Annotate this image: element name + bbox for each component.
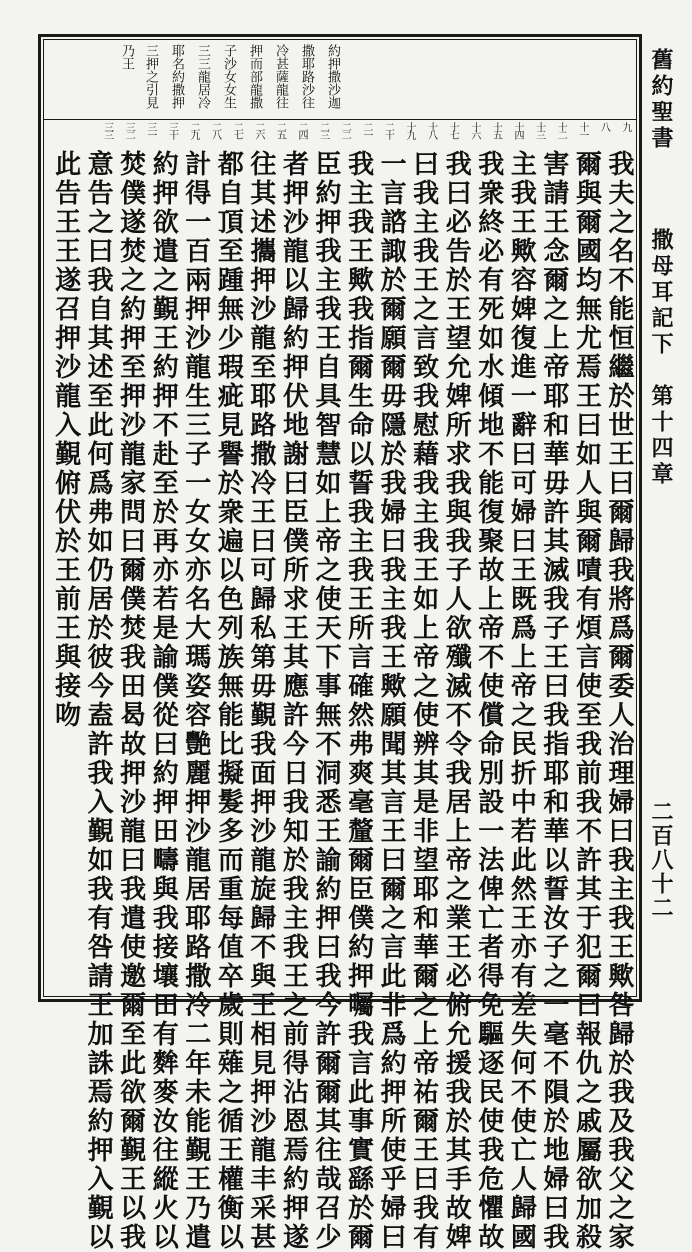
verse-number: 十四	[512, 122, 523, 138]
verse-number: 三一	[144, 122, 156, 138]
text-column: 我衆終必有死如水傾地不能復聚故上帝不使償命別設一法俾亡者得免驅逐民使我危懼故	[473, 150, 504, 1252]
verse-number: 二四	[296, 122, 307, 138]
note-line: 子沙女女生	[221, 44, 236, 109]
notes-area	[120, 42, 360, 118]
text-column: 焚僕遂焚之約押至押沙龍家問曰爾僕焚我田曷故押沙龍曰我遣使邀爾至此欲爾覲王以我	[115, 150, 146, 1252]
note-line: 耶名約撒押	[169, 44, 184, 109]
chapter-title: 撒母耳記下 第十四章	[648, 228, 674, 488]
note-line: 三三龍居冷	[195, 44, 210, 109]
verse-number: 十八	[425, 122, 437, 138]
page-number: 二百八十二	[648, 800, 674, 920]
text-column: 爾與爾國均無尤焉王曰如人與爾嘖有煩言使至我前我不許其于犯爾曰報仇之戚屬欲加殺	[571, 150, 602, 1252]
text-column: 我夫之名不能恒繼於世王曰爾歸我將爲爾委人治理婦曰我主我王歟咎歸於我及我父之家	[604, 150, 634, 1252]
verse-number: 三二	[123, 122, 135, 138]
verse-number: 二八	[209, 122, 221, 138]
body-text	[48, 150, 634, 1252]
text-column: 往其述攜押沙龍至耶路撒冷王曰可歸私第毋覲我面押沙龍旋歸不與王相見押沙龍丰采甚	[245, 150, 276, 1252]
text-column: 害請王念爾之上帝耶和華毋許其滅我子王曰我指耶和華以誓汝子之一毫不隕於地婦曰我	[538, 150, 569, 1252]
header-rule	[43, 119, 637, 120]
note-line: 冷甚薩龍往	[273, 44, 288, 109]
verse-number: 十五	[490, 122, 502, 138]
note-line: 撒耶路沙往	[299, 44, 314, 109]
verse-number-strip	[90, 122, 630, 146]
verse-number: 二二	[339, 122, 351, 138]
verse-number: 八	[598, 122, 610, 130]
verse-number: 十六	[468, 122, 480, 138]
text-column: 主我王歟容婢復進一辭曰可婦曰王既爲上帝之民折中若此然王亦有差失何不使亡人歸國	[506, 150, 537, 1252]
verse-number: 二七	[231, 122, 243, 138]
note-line: 押而部龍撒	[247, 44, 262, 109]
verse-number: 九	[620, 122, 631, 130]
verse-number: 三十	[166, 122, 178, 138]
text-column: 一言諮諏於爾願爾毋隱於我婦曰我主我王歟願聞其言王曰爾之言此非爲約押所使乎婦曰	[376, 150, 407, 1252]
text-column: 都自頂至踵無少瑕疵見譽於衆遍以色列族無能比擬髮多而重每值卒歲則薙之循王權衡以	[213, 150, 244, 1252]
verse-number: 二六	[252, 122, 264, 138]
note-line: 乃王	[119, 44, 134, 70]
verse-number: 十一	[576, 122, 588, 138]
verse-number: 十七	[447, 122, 459, 138]
verse-number: 二十	[382, 122, 394, 138]
text-column: 此告王王遂召押沙龍入覲俯伏於王前王與接吻	[50, 150, 81, 730]
verse-number: 三三	[101, 122, 113, 138]
note-line: 三押之引見	[143, 44, 158, 109]
verse-number: 二一	[360, 122, 372, 138]
text-column: 曰我主我王之言致我慰藉我主我王如上帝之使辨其是非望耶和華爾之上帝祐爾王曰我有	[408, 150, 439, 1252]
verse-number: 二三	[317, 122, 329, 138]
text-column: 約押欲遣之覲王約押不赴至於再亦若是諭僕從曰約押田疇與我接壤田有麰麥汝往縱火以	[148, 150, 179, 1252]
note-line: 約押撒沙迦	[325, 44, 340, 109]
text-column: 意告之曰我自其述至此何爲弗如仍居於彼今盍許我入覲如我有咎請王加誅焉約押入覲以	[83, 150, 114, 1252]
verse-number: 二五	[274, 122, 286, 138]
text-column: 計得一百兩押沙龍生三子一女女亦名大瑪姿容艷麗押沙龍居耶路撒冷二年未能覲王乃遣	[180, 150, 211, 1252]
verse-number: 十二	[555, 122, 567, 138]
verse-number: 十三	[533, 122, 545, 138]
text-column: 我曰必告於王望允婢所求我與我子人欲殲滅不令我居上帝之業王必俯允援我於其手故婢	[441, 150, 472, 1252]
verse-number: 二九	[188, 122, 199, 138]
text-column: 我主我王歟我指爾生命以誓我主我王所言確然弗爽毫釐爾臣僕約押囑我言此事實繇於爾	[343, 150, 374, 1252]
text-column: 臣約押我主我王自具智慧如上帝之使天下事無不洞悉王諭約押曰我今許爾爾其往哉召少	[311, 150, 341, 1252]
book-title: 舊約聖書	[648, 48, 674, 152]
verse-number: 十九	[404, 122, 415, 138]
text-column: 者押沙龍以歸約押伏地謝曰臣僕所求王其應許今日我知於我主我王之前得沾恩焉約押遂	[278, 150, 309, 1252]
